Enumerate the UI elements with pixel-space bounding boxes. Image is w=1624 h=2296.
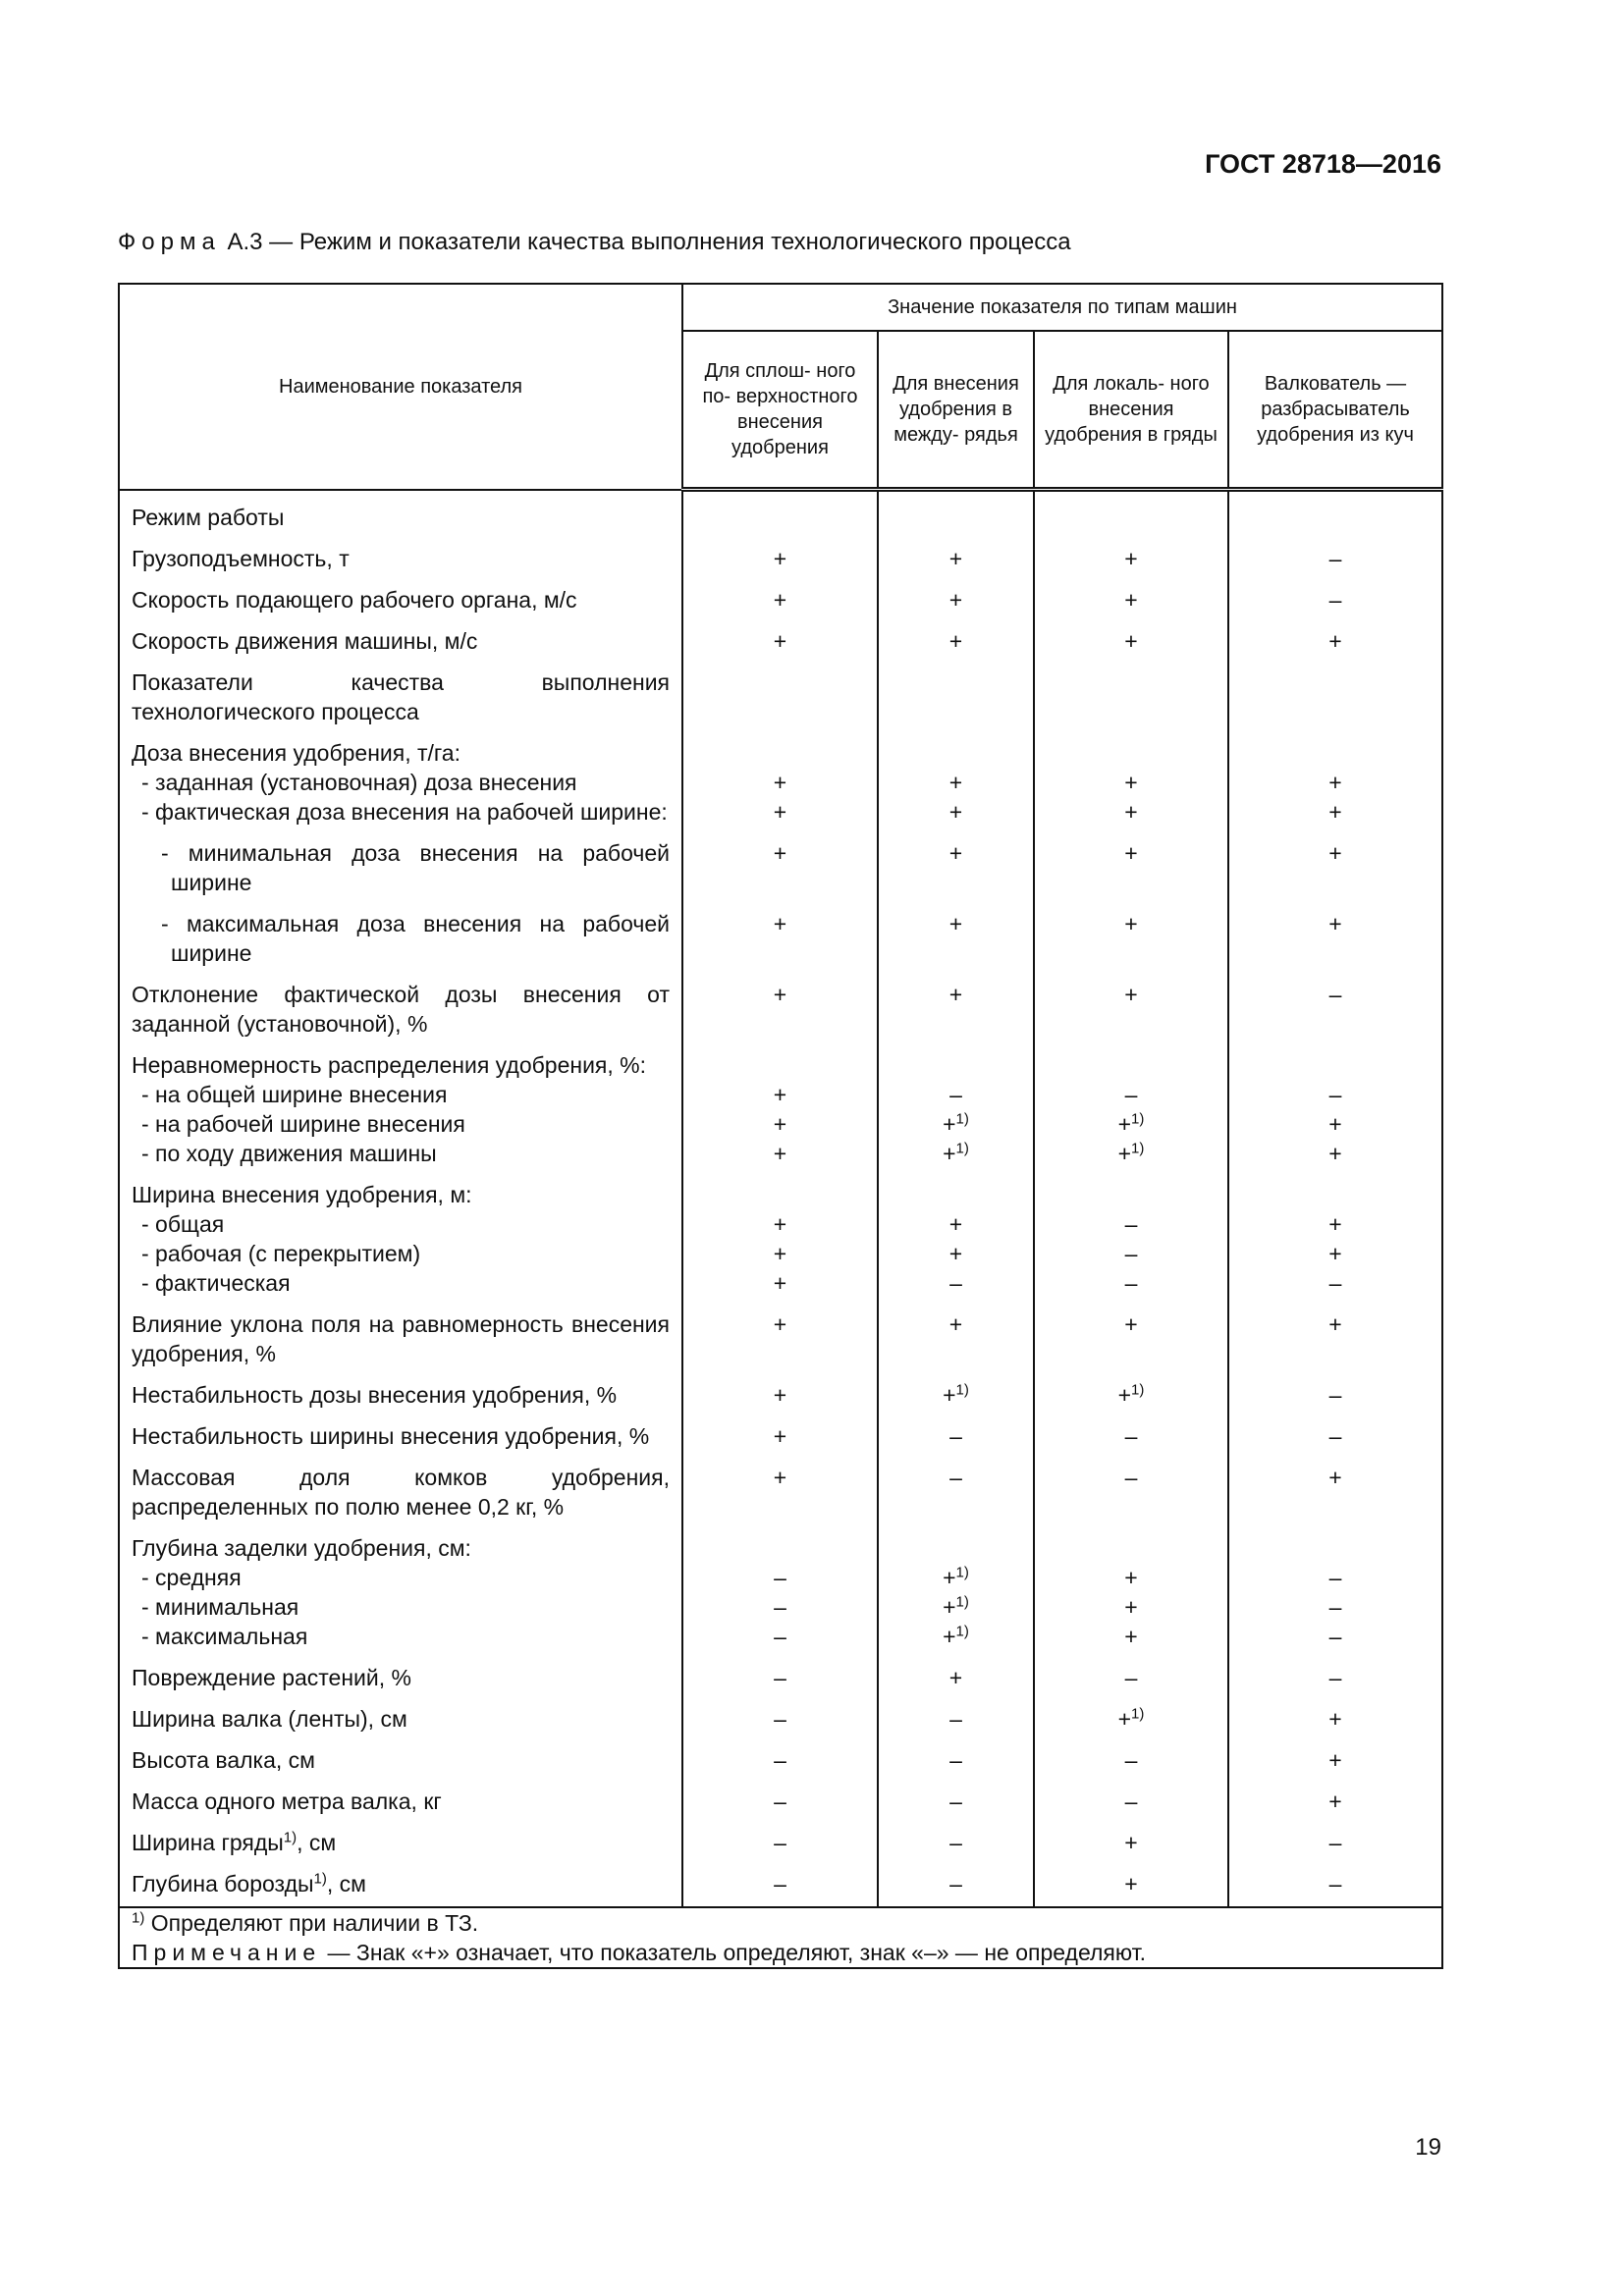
table-row	[119, 490, 1442, 538]
row-name: Нестабильность ширины внесения удобрения, %	[119, 1415, 682, 1457]
row-subitem: - минимальная	[141, 1593, 299, 1620]
column-header-windrower: Валкователь — разбрасыватель удобрения из куч	[1228, 331, 1442, 490]
cell-value: +	[1117, 1705, 1132, 1732]
cell-value: +	[1228, 1457, 1442, 1527]
cell-value: –	[1228, 1822, 1442, 1863]
cell-value: –	[1124, 1081, 1138, 1107]
table-row	[119, 620, 1442, 662]
row-name: Скорость движения машины, м/с	[119, 620, 682, 662]
row-name: Ширина валка (ленты), см	[119, 1698, 682, 1739]
cell-value: +	[682, 1415, 878, 1457]
row-subitem: - средняя	[141, 1564, 242, 1590]
form-title	[118, 229, 1071, 256]
cell-value: +	[682, 538, 878, 579]
cell-value: +	[1034, 832, 1228, 903]
row-subitem: - максимальная	[141, 1623, 308, 1649]
cell-value: –	[682, 1739, 878, 1781]
footnote-mark: 1)	[955, 1563, 969, 1580]
cell-value: –	[1228, 974, 1442, 1044]
form-title-prefix: Форма	[118, 229, 221, 255]
cell-value: +	[1328, 1110, 1342, 1137]
cell-value: –	[682, 1657, 878, 1698]
cell-value: +	[1328, 1240, 1342, 1266]
cell-value: –	[878, 1739, 1034, 1781]
cell-value: +	[948, 769, 963, 795]
row-name: - минимальная доза внесения на рабочей ширине	[161, 839, 670, 895]
cell-value: –	[1228, 1863, 1442, 1907]
cell-value: +	[943, 1623, 956, 1649]
footnote-mark: 1)	[955, 1380, 969, 1398]
cell-value: –	[1328, 1081, 1342, 1107]
cell-value: –	[774, 1623, 786, 1649]
table-row	[119, 1457, 1442, 1527]
cell-value: –	[682, 1781, 878, 1822]
row-name: Влияние уклона поля на равномерность внесения удобрения, %	[119, 1304, 682, 1374]
table-row	[119, 1863, 1442, 1907]
cell-value: +	[1034, 1863, 1228, 1907]
footnote-text: Определяют при наличии в ТЗ.	[144, 1909, 479, 1936]
cell-value: +	[773, 1269, 787, 1296]
cell-value: –	[878, 1863, 1034, 1907]
cell-value: +	[878, 538, 1034, 579]
footnote-mark: 1)	[283, 1828, 298, 1845]
table-row	[119, 1044, 1442, 1174]
cell-value: +	[878, 974, 1034, 1044]
row-name: Грузоподъемность, т	[119, 538, 682, 579]
column-header-local: Для локаль- ного внесения удобрения в гряды	[1034, 331, 1228, 490]
row-subitem: - общая	[141, 1210, 225, 1237]
cell-value: –	[1124, 1240, 1138, 1266]
note-text: — Знак «+» означает, что показатель определяют, знак «–» — не определяют.	[321, 1939, 1146, 1965]
cell-value: –	[878, 1822, 1034, 1863]
footnote-mark: 1)	[313, 1869, 327, 1887]
row-subitem: - фактическая доза внесения на рабочей ширине:	[141, 798, 668, 825]
table-footer-row	[119, 1907, 1442, 1968]
cell-value: +	[773, 1140, 787, 1166]
cell-value: +	[1228, 832, 1442, 903]
note-label: Примечание	[132, 1939, 322, 1965]
table-row	[119, 1174, 1442, 1304]
row-subitem: - на общей ширине внесения	[141, 1081, 448, 1107]
cell-value: –	[1034, 1739, 1228, 1781]
row-subitem: - рабочая (с перекрытием)	[141, 1240, 421, 1266]
footnote-mark: 1)	[955, 1592, 969, 1610]
cell-value: +	[682, 620, 878, 662]
cell-value: +	[878, 1657, 1034, 1698]
cell-value: +	[948, 798, 963, 825]
row-unit: , см	[326, 1870, 366, 1896]
document-id: ГОСТ 28718—2016	[1205, 149, 1441, 179]
cell-value: –	[949, 1269, 962, 1296]
row-unit: , см	[297, 1829, 337, 1855]
table-note	[132, 1938, 1430, 1967]
cell-value: +	[1034, 538, 1228, 579]
cell-value: +	[1117, 1381, 1132, 1408]
cell-value: –	[1328, 1593, 1342, 1620]
cell-value: +	[682, 1457, 878, 1527]
cell-value: +	[773, 1110, 787, 1137]
cell-value: +	[1034, 903, 1228, 974]
footnote-mark: 1)	[1131, 1109, 1145, 1127]
row-subitem: - фактическая	[141, 1269, 291, 1296]
footnote-mark: 1)	[1131, 1139, 1145, 1156]
cell-value: +	[1034, 579, 1228, 620]
cell-value: +	[1034, 620, 1228, 662]
cell-value: +	[878, 832, 1034, 903]
table-row	[119, 579, 1442, 620]
cell-value: –	[1328, 1623, 1342, 1649]
row-name: Нестабильность дозы внесения удобрения, %	[119, 1374, 682, 1415]
cell-value: +	[878, 903, 1034, 974]
table-row	[119, 1822, 1442, 1863]
cell-value: +	[773, 769, 787, 795]
row-name: Глубина заделки удобрения, см:	[132, 1534, 471, 1561]
row-name: Ширина гряды	[132, 1829, 284, 1855]
table-footer	[119, 1907, 1442, 1968]
footnote-mark: 1)	[1131, 1704, 1145, 1722]
cell-value: +	[773, 1081, 787, 1107]
table-row	[119, 1415, 1442, 1457]
cell-value: +	[682, 974, 878, 1044]
cell-value: +	[1328, 1140, 1342, 1166]
row-name: Доза внесения удобрения, т/га:	[132, 739, 460, 766]
row-name: Режим работы	[119, 490, 682, 538]
row-name: Ширина внесения удобрения, м:	[132, 1181, 472, 1207]
cell-value: –	[878, 1457, 1034, 1527]
cell-value: +	[943, 1593, 956, 1620]
column-header-name: Наименование показателя	[119, 284, 682, 490]
cell-value: +	[1228, 903, 1442, 974]
cell-value: –	[1034, 1657, 1228, 1698]
cell-value: +	[948, 1240, 963, 1266]
row-name: Показатели качества выполнения технологического процесса	[119, 662, 682, 732]
row-subitem: - заданная (установочная) доза внесения	[141, 769, 577, 795]
cell-value: +	[1228, 1739, 1442, 1781]
cell-value: –	[682, 1822, 878, 1863]
cell-value: +	[943, 1564, 956, 1590]
cell-value: –	[878, 1415, 1034, 1457]
cell-value: –	[878, 1781, 1034, 1822]
cell-value: +	[682, 903, 878, 974]
footnote	[132, 1908, 1430, 1938]
table-row	[119, 1739, 1442, 1781]
row-name: Глубина борозды	[132, 1870, 314, 1896]
cell-value: +	[943, 1140, 956, 1166]
cell-value: –	[1228, 1374, 1442, 1415]
table-row	[119, 1374, 1442, 1415]
cell-value: –	[774, 1564, 786, 1590]
cell-value: –	[1228, 1415, 1442, 1457]
cell-value: +	[1124, 798, 1138, 825]
table-row	[119, 903, 1442, 974]
cell-value: +	[773, 1240, 787, 1266]
cell-value: +	[1328, 769, 1342, 795]
cell-value: –	[1124, 1269, 1138, 1296]
cell-value: –	[1228, 1657, 1442, 1698]
cell-value: +	[1124, 1564, 1138, 1590]
cell-value: –	[1034, 1457, 1228, 1527]
row-name: Массовая доля комков удобрения, распределенных по полю менее 0,2 кг, %	[119, 1457, 682, 1527]
footnote-mark: 1)	[1131, 1380, 1145, 1398]
column-group-header: Значение показателя по типам машин	[682, 284, 1442, 331]
row-subitem: - по ходу движения машины	[141, 1140, 437, 1166]
row-name: Масса одного метра валка, кг	[119, 1781, 682, 1822]
cell-value: +	[682, 832, 878, 903]
column-header-interrow: Для внесения удобрения в между- рядья	[878, 331, 1034, 490]
cell-value: +	[943, 1110, 956, 1137]
cell-value: +	[943, 1381, 956, 1408]
cell-value: –	[1034, 1781, 1228, 1822]
cell-value: –	[1328, 1564, 1342, 1590]
cell-value: –	[878, 1698, 1034, 1739]
footnote-mark: 1)	[955, 1139, 969, 1156]
cell-value: +	[948, 1210, 963, 1237]
cell-value: +	[682, 579, 878, 620]
cell-value: –	[774, 1593, 786, 1620]
cell-value: +	[1228, 1781, 1442, 1822]
table-row	[119, 1304, 1442, 1374]
footnote-mark: 1)	[955, 1109, 969, 1127]
column-header-continuous: Для сплош- ного по- верхностного внесения удобрения	[682, 331, 878, 490]
footnote-mark: 1)	[132, 1908, 145, 1926]
cell-value: +	[1124, 1623, 1138, 1649]
table-row	[119, 1657, 1442, 1698]
cell-value: +	[878, 579, 1034, 620]
cell-value: +	[773, 1210, 787, 1237]
cell-value: –	[1124, 1210, 1138, 1237]
cell-value: +	[878, 620, 1034, 662]
cell-value: +	[773, 798, 787, 825]
row-name: Скорость подающего рабочего органа, м/с	[119, 579, 682, 620]
row-subitem: - на рабочей ширине внесения	[141, 1110, 465, 1137]
cell-value: –	[1228, 538, 1442, 579]
table-row	[119, 1781, 1442, 1822]
row-name: Отклонение фактической дозы внесения от заданной (установочной), %	[119, 974, 682, 1044]
cell-value: –	[949, 1081, 962, 1107]
cell-value: +	[682, 1304, 878, 1374]
cell-value: –	[1328, 1269, 1342, 1296]
table-row	[119, 974, 1442, 1044]
table-row	[119, 1527, 1442, 1657]
cell-value: –	[1034, 1415, 1228, 1457]
cell-value: +	[1228, 620, 1442, 662]
row-name: Неравномерность распределения удобрения, %:	[132, 1051, 646, 1078]
table-row	[119, 832, 1442, 903]
cell-value: +	[1034, 1304, 1228, 1374]
cell-value: –	[682, 1863, 878, 1907]
indicators-table	[118, 283, 1443, 1969]
cell-value: +	[1124, 769, 1138, 795]
cell-value: +	[1228, 1698, 1442, 1739]
row-name: Высота валка, см	[119, 1739, 682, 1781]
row-name: - максимальная доза внесения на рабочей ширине	[161, 910, 670, 966]
cell-value: +	[878, 1304, 1034, 1374]
cell-value: +	[1034, 974, 1228, 1044]
cell-value: +	[1328, 798, 1342, 825]
form-title-text: А.3 — Режим и показатели качества выполнения технологического процесса	[220, 229, 1071, 255]
cell-value: +	[1034, 1822, 1228, 1863]
cell-value: +	[1117, 1110, 1132, 1137]
table-row	[119, 538, 1442, 579]
table-row	[119, 732, 1442, 832]
cell-value: +	[1228, 1304, 1442, 1374]
table-header-row	[119, 284, 1442, 331]
page-number: 19	[1415, 2134, 1441, 2161]
cell-value: –	[682, 1698, 878, 1739]
table-row	[119, 662, 1442, 732]
cell-value: –	[1228, 579, 1442, 620]
footnote-mark: 1)	[955, 1622, 969, 1639]
cell-value: +	[1117, 1140, 1132, 1166]
cell-value: +	[1124, 1593, 1138, 1620]
cell-value: +	[682, 1374, 878, 1415]
row-name: Повреждение растений, %	[119, 1657, 682, 1698]
table-row	[119, 1698, 1442, 1739]
cell-value: +	[1328, 1210, 1342, 1237]
